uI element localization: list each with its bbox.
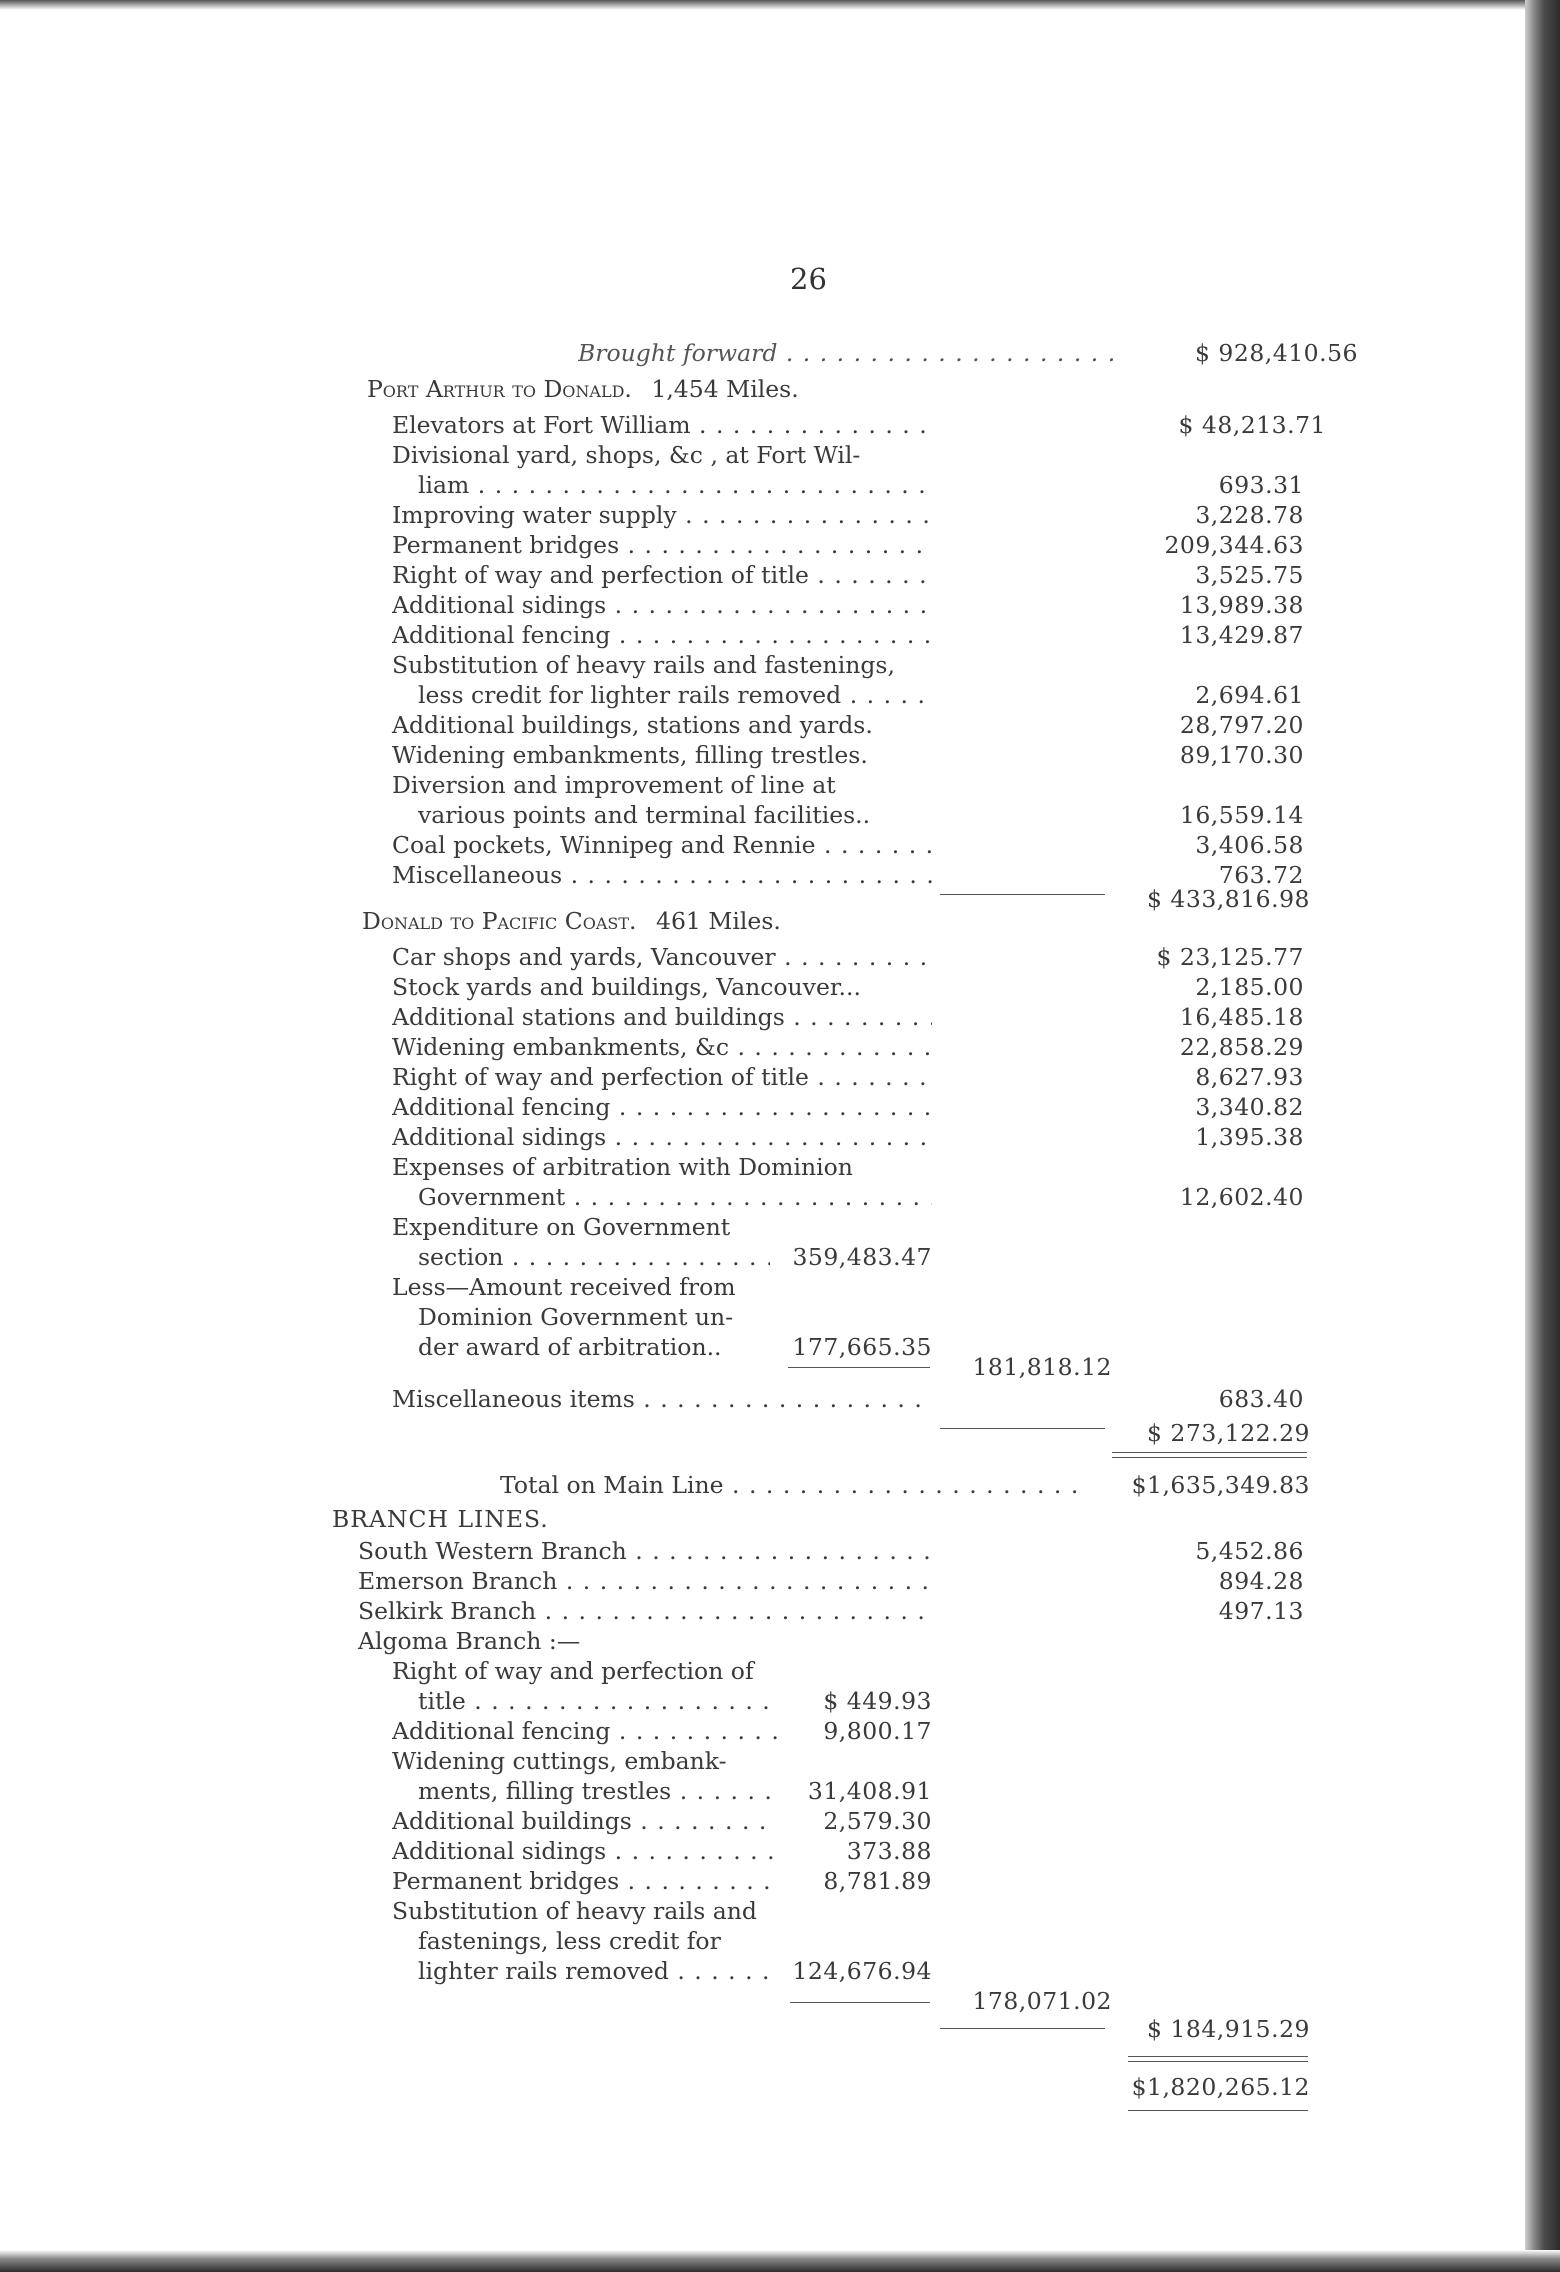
ledger-row [418, 1686, 938, 1716]
item-amount: 359,483.47 [792, 1243, 932, 1271]
total-rule [1128, 2056, 1308, 2062]
ledger-row [392, 1746, 938, 1776]
section-title: Port Arthur to Donald. [367, 375, 632, 403]
item-label: Divisional yard, shops, &c , at Fort Wil- [392, 441, 861, 469]
ledger-row [392, 1896, 938, 1926]
algoma-heading [358, 1626, 758, 1656]
item-label: Selkirk Branch . . . [358, 1596, 932, 1626]
main-line-total-label: Total on Main Line . . . [500, 1470, 1090, 1500]
ledger-row [392, 560, 1517, 590]
item-label: liam . . . [418, 470, 932, 500]
scan-top-edge [0, 0, 1525, 10]
ledger-row [392, 1836, 938, 1866]
item-label: Miscellaneous items . . . [392, 1384, 932, 1414]
item-label: Algoma Branch :— [358, 1627, 581, 1655]
item-amount: $ 48,213.71 [1178, 411, 1326, 439]
item-amount: 683.40 [1218, 1385, 1304, 1413]
main-line-total-row [500, 1470, 1312, 1500]
item-label: Additional sidings . . . [392, 590, 932, 620]
item-label: Additional sidings . . . [392, 1122, 932, 1152]
item-amount: 181,818.12 [972, 1353, 1112, 1381]
section-heading-port-arthur [367, 374, 927, 404]
grand-total-row [1110, 2072, 1310, 2102]
item-label: Additional fencing . . . [392, 1716, 778, 1746]
ledger-row [392, 830, 1517, 860]
item-amount: 497.13 [1218, 1597, 1304, 1625]
section-total-row [1110, 884, 1310, 914]
item-label: Dominion Government un- [418, 1303, 734, 1331]
ledger-row [392, 1212, 892, 1242]
item-label: Right of way and perfection of title . . . [392, 1062, 932, 1092]
ledger-row [358, 1536, 1483, 1566]
item-amount: 3,406.58 [1195, 831, 1304, 859]
section-total: $ 273,122.29 [1147, 1419, 1310, 1447]
subtotal-rule [790, 2002, 930, 2003]
ledger-row [418, 680, 1518, 710]
item-label: Permanent bridges . . . [392, 530, 932, 560]
item-amount: 16,559.14 [1179, 801, 1304, 829]
item-label: Widening embankments, filling trestles. [392, 741, 868, 769]
item-label: Permanent bridges . . . [392, 1866, 778, 1896]
ledger-row [418, 1776, 938, 1806]
item-label: Right of way and perfection of [392, 1657, 754, 1685]
ledger-row [418, 1242, 938, 1272]
section-title: Donald to Pacific Coast. [362, 907, 637, 935]
item-amount: 209,344.63 [1164, 531, 1304, 559]
subtotal-rule [788, 1367, 930, 1368]
item-label: less credit for lighter rails removed . . . [418, 680, 932, 710]
item-label: Right of way and perfection of title . . . [392, 560, 932, 590]
item-label: Improving water supply . . . [392, 500, 932, 530]
branch-lines-heading [332, 1504, 732, 1534]
section-total: $ 433,816.98 [1147, 885, 1310, 913]
ledger-row [392, 942, 1517, 972]
item-amount: 1,395.38 [1195, 1123, 1304, 1151]
item-label: Additional stations and buildings . . . [392, 1002, 932, 1032]
item-amount: 31,408.91 [807, 1777, 932, 1805]
item-label: lighter rails removed . . . [418, 1956, 778, 1986]
item-label: title . . . [418, 1686, 778, 1716]
item-amount: 178,071.02 [972, 1987, 1112, 2015]
grand-total-rule [1128, 2110, 1308, 2111]
subtotal-rule [940, 894, 1105, 895]
item-amount: 9,800.17 [823, 1717, 932, 1745]
item-label: Substitution of heavy rails and fastenings, [392, 651, 895, 679]
ledger-row [392, 1806, 938, 1836]
item-label: Additional buildings, stations and yards. [392, 711, 873, 739]
ledger-row [392, 1272, 892, 1302]
ledger-row [358, 1596, 1483, 1626]
ledger-row [418, 1956, 938, 1986]
section-heading-donald [362, 906, 922, 936]
item-amount: 8,781.89 [823, 1867, 932, 1895]
section-total: $ 184,915.29 [1147, 2015, 1310, 2043]
ledger-row [392, 1866, 938, 1896]
item-amount: 28,797.20 [1179, 711, 1304, 739]
brought-forward-row [578, 338, 1358, 368]
item-amount: 13,989.38 [1179, 591, 1304, 619]
item-label: Widening embankments, &c . . . [392, 1032, 932, 1062]
item-label: Emerson Branch . . . [358, 1566, 932, 1596]
ledger-row [418, 1332, 938, 1362]
ledger-row [358, 1566, 1483, 1596]
ledger-row [392, 500, 1517, 530]
item-amount: 16,485.18 [1179, 1003, 1304, 1031]
item-label: Stock yards and buildings, Vancouver... [392, 973, 861, 1001]
item-label: ments, filling trestles . . . [418, 1776, 778, 1806]
ledger-row [392, 1152, 1517, 1182]
ledger-row [392, 1716, 938, 1746]
ledger-row [418, 1926, 938, 1956]
item-label: various points and terminal facilities.. [418, 801, 871, 829]
item-amount: 13,429.87 [1179, 621, 1304, 649]
section-total-row [1110, 1418, 1310, 1448]
subtotal-rule [940, 1428, 1105, 1429]
subtotal-rule [940, 2028, 1105, 2029]
scan-right-edge [1525, 0, 1560, 2272]
item-amount: 894.28 [1218, 1567, 1304, 1595]
item-label: Widening cuttings, embank- [392, 1747, 727, 1775]
item-label: Coal pockets, Winnipeg and Rennie . . . [392, 830, 932, 860]
ledger-row [392, 1092, 1517, 1122]
ledger-row [392, 1656, 932, 1686]
item-label: Car shops and yards, Vancouver . . . [392, 942, 932, 972]
item-label: Government . . . [418, 1182, 932, 1212]
ledger-row [940, 1352, 1112, 1382]
ledger-row [392, 972, 1517, 1002]
item-label: Additional fencing . . . [392, 620, 932, 650]
item-label: Expenditure on Government [392, 1213, 731, 1241]
item-label: Expenses of arbitration with Dominion [392, 1153, 853, 1181]
item-amount: 2,694.61 [1195, 681, 1304, 709]
item-label: Diversion and improvement of line at [392, 771, 836, 799]
item-amount: $ 23,125.77 [1156, 943, 1304, 971]
item-amount: 693.31 [1218, 471, 1304, 499]
ledger-row [392, 1002, 1517, 1032]
item-amount: 3,340.82 [1195, 1093, 1304, 1121]
ledger-row [392, 740, 1517, 770]
item-label: Additional fencing . . . [392, 1092, 932, 1122]
item-label: Substitution of heavy rails and [392, 1897, 757, 1925]
ledger-row [392, 1384, 1517, 1414]
ledger-row [940, 1986, 1112, 2016]
item-label: fastenings, less credit for [418, 1927, 721, 1955]
item-amount: 5,452.86 [1195, 1537, 1304, 1565]
ledger-row [418, 1302, 918, 1332]
item-label: Elevators at Fort William . . . [392, 410, 932, 440]
item-amount: $ 449.93 [823, 1687, 932, 1715]
item-amount: 2,185.00 [1195, 973, 1304, 1001]
item-label: Additional buildings . . . [392, 1806, 778, 1836]
ledger-row [392, 860, 1517, 890]
ledger-row [392, 1122, 1517, 1152]
ledger-row [392, 770, 1517, 800]
page-number: 26 [790, 262, 827, 296]
item-label: Additional sidings . . . [392, 1836, 778, 1866]
item-amount: 89,170.30 [1179, 741, 1304, 769]
item-amount: 763.72 [1218, 861, 1304, 889]
item-amount: 3,525.75 [1195, 561, 1304, 589]
ledger-row [418, 470, 1518, 500]
total-rule [1112, 1452, 1307, 1458]
ledger-row [418, 1182, 1518, 1212]
ledger-row [392, 650, 1517, 680]
item-label: South Western Branch . . . [358, 1536, 932, 1566]
item-amount: 373.88 [846, 1837, 932, 1865]
item-amount: 8,627.93 [1195, 1063, 1304, 1091]
item-label: Miscellaneous . . . [392, 860, 932, 890]
ledger-row [392, 410, 1517, 440]
section-miles: 461 Miles. [656, 907, 781, 935]
item-label: der award of arbitration.. [418, 1333, 722, 1361]
item-amount: 22,858.29 [1179, 1033, 1304, 1061]
item-amount: 12,602.40 [1179, 1183, 1304, 1211]
ledger-row [392, 1032, 1517, 1062]
grand-total: $1,820,265.12 [1131, 2073, 1310, 2101]
ledger-row [392, 530, 1517, 560]
section-title: BRANCH LINES. [332, 1505, 549, 1533]
item-amount: 2,579.30 [823, 1807, 932, 1835]
item-label: Less—Amount received from [392, 1273, 736, 1301]
brought-forward-label: Brought forward . . . [578, 338, 1118, 368]
item-amount: 3,228.78 [1195, 501, 1304, 529]
scan-bottom-edge [0, 2250, 1560, 2272]
ledger-row [392, 1062, 1517, 1092]
item-amount: 124,676.94 [792, 1957, 932, 1985]
ledger-row [392, 590, 1517, 620]
brought-forward-amount: $ 928,410.56 [1195, 339, 1358, 367]
ledger-row [392, 710, 1517, 740]
item-label: section . . . [418, 1242, 770, 1272]
main-line-total-amount: $1,635,349.83 [1131, 1471, 1310, 1499]
section-miles: 1,454 Miles. [651, 375, 799, 403]
section-total-row [1110, 2014, 1310, 2044]
ledger-row [392, 440, 1517, 470]
item-amount: 177,665.35 [792, 1333, 932, 1361]
ledger-row [418, 800, 1518, 830]
ledger-row [392, 620, 1517, 650]
